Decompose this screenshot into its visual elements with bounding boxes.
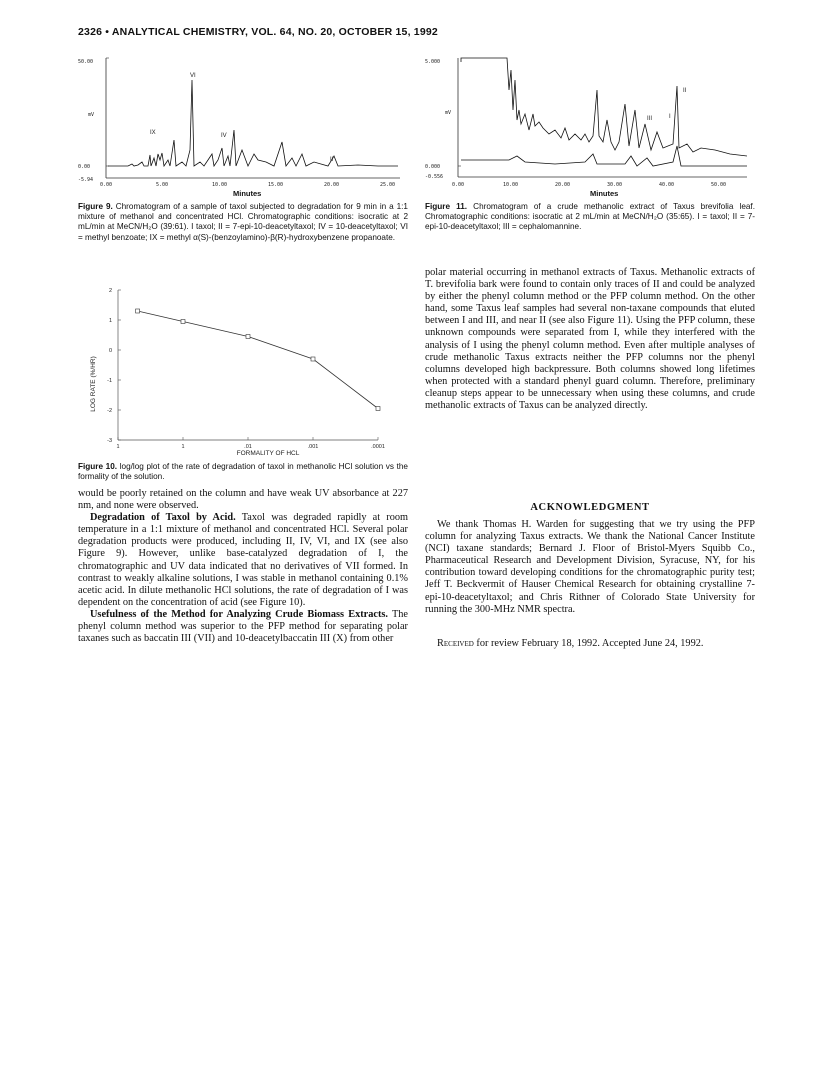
fig11-xtick-1: 10.00 [503, 182, 519, 188]
fig9-xtick-3: 15.00 [268, 182, 284, 188]
left-column-body [78, 488, 408, 645]
fig11-ytick-zero: 0.000 [425, 164, 441, 170]
fig11-xtick-3: 30.00 [607, 182, 623, 188]
figure-11-chromatogram [425, 50, 755, 200]
fig9-peak-label-ix: IX [150, 130, 156, 136]
fig9-trace [108, 80, 398, 166]
fig9-xtick-0: 0.00 [100, 182, 113, 188]
fig9-peak-label-ii: II [330, 157, 334, 163]
fig9-peak-label-iv: IV [221, 133, 227, 139]
left-paragraph-3 [78, 609, 408, 645]
fig10-xtick-label: .01 [244, 444, 252, 450]
right-column-body [425, 267, 755, 412]
fig11-peak-label-ii: II [683, 88, 687, 94]
fig11-ytick-bottom: -0.556 [425, 174, 444, 180]
fig9-peak-label-vi: VI [190, 73, 196, 79]
fig9-ytick-top: 50.00 [78, 59, 94, 65]
left-paragraph-2-text: Taxol was degraded rapidly at room temperature in a 1:1 mixture of methanol and concentrated HCl. Several polar degradation products were produced, including II, IV, VI, and IX (see also Figure 9). However, unlike base-catalyzed degradation of I, the chromatographic and UV data indicated that no derivatives of VII formed. In contrast to weakly alkaline solutions, I was stable in methanol containing 0.1% acetic acid. In dilute methanolic HCl solutions, the rate of degradation of I was dependent on the concentration of acid (see Figure 10). [78, 512, 409, 608]
acknowledgment-section [425, 502, 755, 650]
fig10-series-line [138, 311, 378, 409]
fig11-xtick-4: 40.00 [659, 182, 675, 188]
section-head-acid: Degradation of Taxol by Acid. [90, 512, 236, 524]
fig10-data-point [311, 357, 315, 361]
fig10-ytick-label: 1 [108, 318, 112, 324]
fig10-xtick-label: .0001 [371, 444, 385, 450]
fig10-data-point [246, 335, 250, 339]
fig11-xtick-2: 20.00 [555, 182, 571, 188]
running-header: 2326 • ANALYTICAL CHEMISTRY, VOL. 64, NO. 20, OCTOBER 15, 1992 [78, 26, 438, 38]
fig10-ytick-label: 0 [108, 348, 112, 354]
fig9-xtick-2: 10.00 [212, 182, 228, 188]
fig11-xtick-0: 0.00 [452, 182, 465, 188]
fig10-data-point [181, 320, 185, 324]
fig11-xtick-5: 50.00 [711, 182, 727, 188]
fig11-caption-text: Chromatogram of a crude methanolic extract of Taxus brevifolia leaf. Chromatographic conditions: isocratic at 2 mL/min at MeCN/H₂O (35:65). I = taxol; II = 7-epi-10-deacetyltaxol; III = cephalomannine. [425, 202, 755, 232]
fig10-ytick-label: 2 [108, 288, 112, 294]
fig11-ytick-top: 5.000 [425, 59, 441, 65]
fig9-caption-label: Figure 9. [78, 202, 113, 211]
fig9-xtick-4: 20.00 [324, 182, 340, 188]
fig9-ytick-bottom: -5.94 [78, 177, 94, 183]
fig9-ytick-zero: 0.00 [78, 164, 91, 170]
fig10-ytick-label: -3 [107, 438, 112, 444]
fig9-xtick-1: 5.00 [156, 182, 169, 188]
received-text: for review February 18, 1992. Accepted June 24, 1992. [476, 637, 704, 649]
fig10-data-point [376, 407, 380, 411]
fig11-xlabel: Minutes [590, 189, 619, 198]
fig10-ytick-label: -2 [107, 408, 112, 414]
received-block [425, 638, 755, 650]
acknowledgment-text-block [425, 519, 755, 616]
fig11-trace-lower [461, 146, 747, 166]
fig11-peak-label-i: I [669, 114, 671, 120]
fig10-ylabel: LOG RATE (%/HR) [90, 356, 97, 412]
fig10-xtick-label: 1 [181, 444, 185, 450]
fig10-caption-text: log/log plot of the rate of degradation of taxol in methanolic HCl solution vs the formality of the solution. [78, 462, 408, 482]
fig10-xtick-label: .001 [307, 444, 319, 450]
acknowledgment-heading: ACKNOWLEDGMENT [530, 502, 650, 513]
figure-10-caption [78, 462, 408, 482]
figure-9-caption [78, 202, 408, 243]
fig11-caption-label: Figure 11. [425, 202, 468, 211]
fig9-ylabel: mV [88, 112, 95, 118]
fig9-xlabel: Minutes [233, 189, 262, 198]
right-paragraph-1: polar material occurring in methanol extracts of Taxus. Methanolic extracts of T. brevifolia bark were found to contain only traces of II and could be analyzed by either the phenyl column method or the PFP column method. On the other hand, some Taxus leaf samples had several non-taxane compounds that eluted between I and III, and near II (see also Figure 11). Using the PFP column, these unknown compounds were separated from I, while they interfered with the analysis of I using the phenyl column method. Even after multiple analyses of crude methanolic Taxus extracts neither the PFP columns nor the phenyl columns developed high backpressure. Both columns showed long lifetimes when protected with a standard phenyl guard column. Therefore, preliminary cleanup steps appear to be unnecessary when using these columns, and crude methanolic extracts of Taxus can be analyzed directly. [425, 267, 755, 412]
left-paragraph-1: would be poorly retained on the column and have weak UV absorbance at 227 nm, and none were observed. [78, 488, 408, 512]
fig10-ytick-label: -1 [107, 378, 112, 384]
fig10-xtick-label: 1 [116, 444, 120, 450]
figure-11-caption [425, 202, 755, 233]
fig9-caption-text: Chromatogram of a sample of taxol subjected to degradation for 9 min in a 1:1 mixture of methanol and concentrated HCl. Chromatographic conditions: isocratic at 2 mL/min at MeCN/H₂O (39:61). I taxol; II = 7-epi-10-deacetyltaxol; IV = 10-deacetyltaxol; VI = methyl benzoate; IX = methyl α(S)-(benzoylamino)-β(R)-hydroxybenzene propanoate. [78, 202, 408, 242]
fig11-trace-upper [461, 58, 747, 156]
fig10-caption-label: Figure 10. [78, 462, 118, 471]
figure-9-chromatogram [78, 50, 408, 200]
fig11-ylabel: mV [445, 110, 452, 116]
fig11-peak-label-iii: III [647, 116, 653, 122]
fig9-xtick-5: 25.00 [380, 182, 396, 188]
fig10-xlabel: FORMALITY OF HCL [236, 450, 300, 457]
left-paragraph-3-text: The phenyl column method was superior to the PFP method for separating polar taxanes such as baccatin III (VII) and 10-deacetylbaccatin III (X) from other [78, 608, 408, 645]
left-paragraph-2 [78, 512, 408, 609]
received-label: Received [437, 637, 474, 649]
fig10-data-point [136, 309, 140, 313]
acknowledgment-text: We thank Thomas H. Warden for suggesting that we try using the PFP column for analyzing Taxus extracts. We thank the National Cancer Institute (NCI) taxane standards; Bernard J. Floor of Bristol-Myers Squibb Co., Pharmaceutical Research and Development Division, Syracuse, NY, for his contribution toward developing conditions for the chromatographic purity test; Jeff T. Beckvermit of Hauser Chemical Research for obtaining crystalline 7-epi-10-deacetyltaxol; and Chris Rithner of Colorado State University for running the 300-MHz NMR spectra. [425, 519, 755, 615]
section-head-usefulness: Usefulness of the Method for Analyzing Crude Biomass Extracts. [90, 608, 388, 620]
figure-10-plot [78, 284, 408, 460]
